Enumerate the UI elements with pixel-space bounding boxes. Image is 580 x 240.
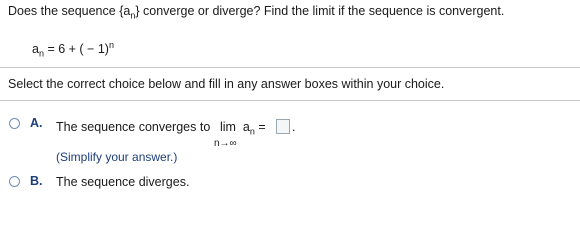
simplify-hint: (Simplify your answer.): [56, 150, 178, 164]
instruction-text: Select the correct choice below and fill in any answer boxes within your choice.: [8, 77, 445, 91]
choice-b-text: The sequence diverges.: [56, 175, 190, 189]
limit-subscript: n→∞: [214, 138, 237, 149]
choice-a-radio[interactable]: [9, 118, 20, 129]
divider-bottom: [0, 100, 580, 101]
sequence-formula: $a_n = 6$ + ( − 1)$^n$: [32, 39, 114, 59]
divider-top: [0, 67, 580, 68]
limit-expression: $\lim a_n$ =: [220, 120, 266, 137]
choice-b-radio[interactable]: [9, 176, 20, 187]
choice-a-text: The sequence converges to: [56, 120, 211, 134]
answer-period: .: [292, 120, 296, 134]
choice-b-label: B.: [30, 174, 43, 188]
question-text: Does the sequence $\{a_n\}$ converge or diverge? Find the limit if the sequence is convergent.: [8, 4, 505, 21]
answer-box[interactable]: [276, 119, 290, 134]
choice-a-label: A.: [30, 116, 43, 130]
